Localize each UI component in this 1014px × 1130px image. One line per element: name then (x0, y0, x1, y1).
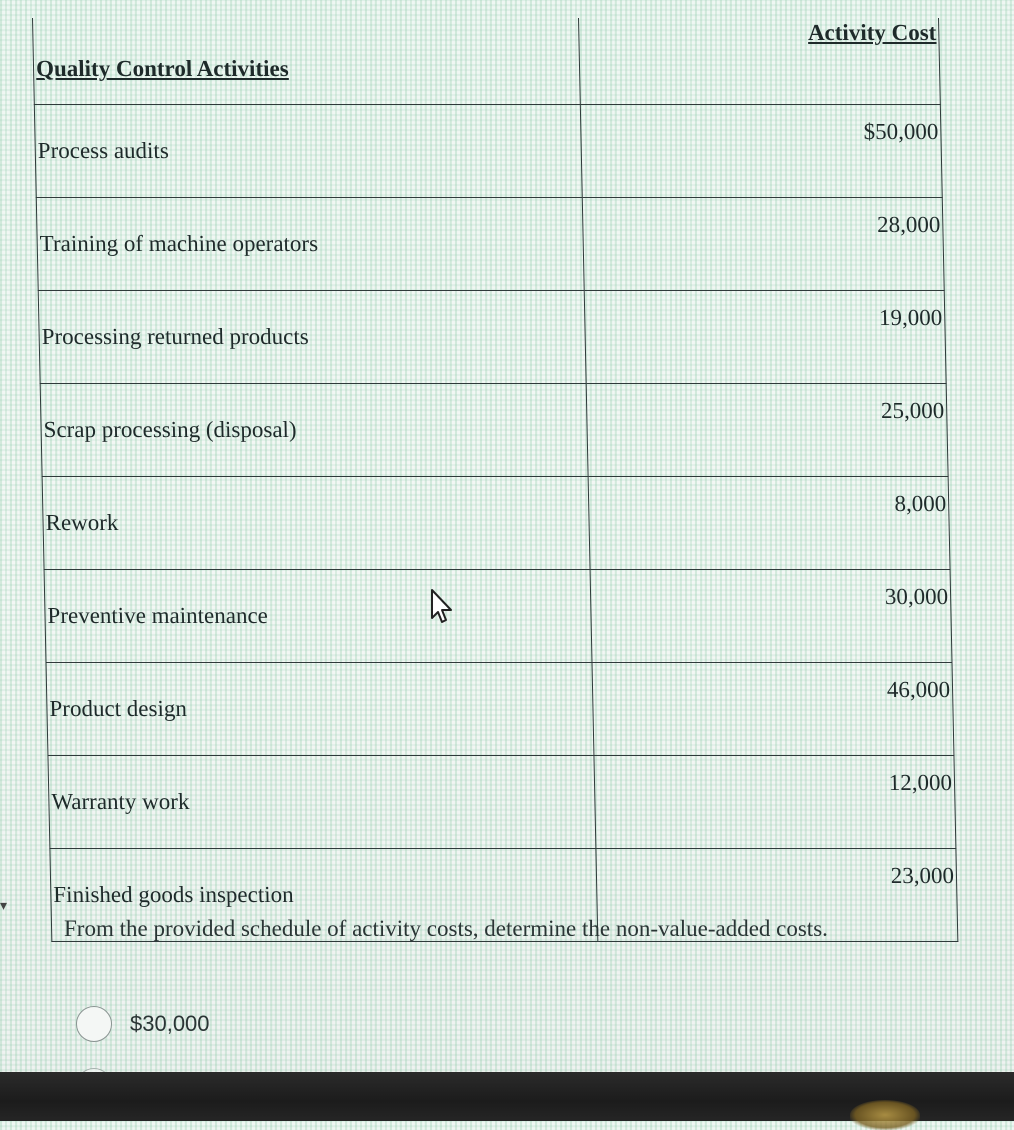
activity-name: Preventive maintenance (44, 570, 592, 663)
table-row (36, 198, 944, 291)
activity-name: Finished goods inspection (50, 849, 598, 942)
table-row (44, 570, 952, 663)
question-text: From the provided schedule of activity costs, determine the non-value-added costs. (64, 916, 828, 941)
activity-cost: 12,000 (594, 756, 956, 849)
table-row (38, 291, 946, 384)
activity-name: Warranty work (48, 756, 596, 849)
answer-option[interactable] (76, 1006, 210, 1042)
activity-name: Training of machine operators (36, 198, 584, 291)
caret-down-icon[interactable]: ▾ (0, 898, 8, 914)
activity-name: Processing returned products (38, 291, 586, 384)
activity-cost: $50,000 (580, 105, 942, 198)
activity-cost: 23,000 (596, 849, 958, 942)
activity-cost: 19,000 (584, 291, 946, 384)
activity-cost: 46,000 (592, 663, 954, 756)
table-row (34, 105, 942, 198)
activity-name: Rework (42, 477, 590, 570)
table-row (48, 756, 956, 849)
table-row (42, 477, 950, 570)
bezel-reflection (850, 1100, 920, 1130)
activity-cost: 8,000 (588, 477, 950, 570)
activity-name: Scrap processing (disposal) (40, 384, 588, 477)
activity-name: Product design (46, 663, 594, 756)
header-activity-cost: Activity Cost (579, 18, 941, 105)
table-row (40, 384, 948, 477)
activity-cost: 30,000 (590, 570, 952, 663)
radio-button[interactable] (76, 1006, 112, 1042)
header-quality-control-activities: Quality Control Activities (33, 18, 581, 105)
activity-cost: 25,000 (586, 384, 948, 477)
activity-cost-schedule (32, 18, 958, 942)
activity-cost: 28,000 (582, 198, 944, 291)
activity-name: Process audits (34, 105, 582, 198)
answer-option-label: $30,000 (130, 1011, 210, 1036)
table-header-row (33, 18, 941, 105)
table-row (46, 663, 954, 756)
mouse-pointer-icon (428, 588, 456, 624)
